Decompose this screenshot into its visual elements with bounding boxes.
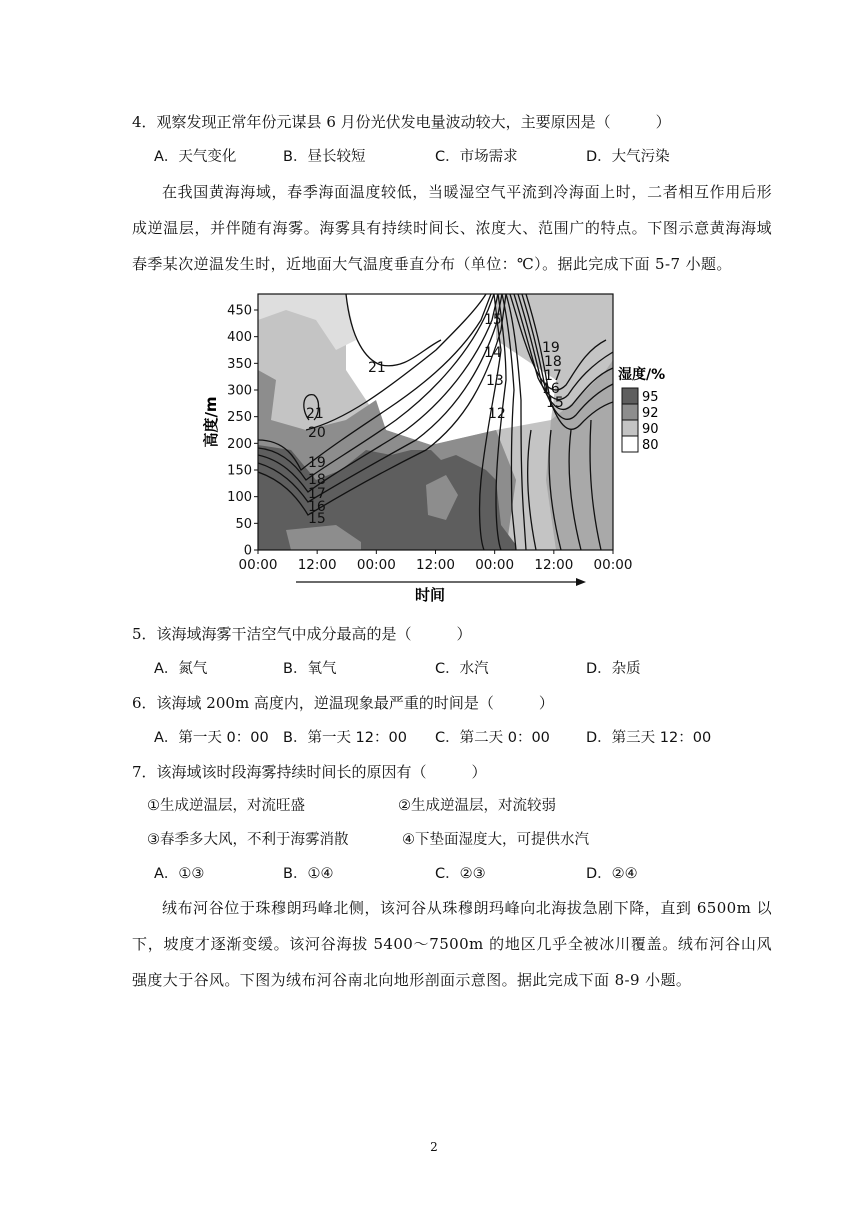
legend-swatch xyxy=(622,388,638,404)
contour-label: 21 xyxy=(306,406,324,422)
passage-rongbuk-valley: 绒布河谷位于珠穆朗玛峰北侧，该河谷从珠穆朗玛峰向北海拔急剧下降，直到 6500m 以下，坡度才逐渐变缓。该河谷海拔 5400～7500m 的地区几乎全被冰川覆盖。绒布河谷山风强度大于谷风。下图为绒布河谷南北向地形剖面示意图。据此完成下面 8-9 小题。 xyxy=(132,899,772,989)
passage-yellow-sea: 在我国黄海海域，春季海面温度较低，当暖湿空气平流到冷海面上时，二者相互作用后形成逆温层，并伴随有海雾。海雾具有持续时间长、浓度大、范围广的特点。下图示意黄海海域春季某次逆温发生时，近地面大气温度垂直分布（单位：℃）。据此完成下面 5-7 小题。 xyxy=(132,183,772,273)
y-tick-label: 300 xyxy=(227,383,252,399)
legend-title: 湿度/% xyxy=(618,367,666,383)
x-tick-label: 00:00 xyxy=(356,557,396,573)
legend-swatch xyxy=(622,420,638,436)
q5-option-c: C．水汽 xyxy=(435,661,489,677)
q7-item-1: ①生成逆温层，对流旺盛 xyxy=(147,798,305,814)
q5-stem: 5．该海域海雾干洁空气中成分最高的是（ ） xyxy=(132,625,472,643)
x-tick-label: 00:00 xyxy=(593,557,633,573)
q7-option-c: C．②③ xyxy=(435,866,486,882)
q4-option-c: C．市场需求 xyxy=(435,149,518,165)
contour-label: 18 xyxy=(544,354,562,370)
contour-label: 18 xyxy=(308,472,326,488)
x-tick-label: 00:00 xyxy=(475,557,515,573)
q6-option-d: D．第三天 12：00 xyxy=(586,730,712,746)
contour-label: 15 xyxy=(308,511,326,527)
q7-option-a: A．①③ xyxy=(154,866,205,882)
contour-label: 13 xyxy=(486,373,504,389)
contour-label: 16 xyxy=(308,499,326,515)
x-tick-label: 12:00 xyxy=(534,557,574,573)
legend-label: 92 xyxy=(642,406,659,421)
legend-swatch xyxy=(622,404,638,420)
q6-option-a: A．第一天 0：00 xyxy=(154,730,269,746)
contour-label: 17 xyxy=(308,486,326,502)
arrow-head-icon xyxy=(576,578,586,586)
legend-swatch xyxy=(622,436,638,452)
contour-label: 14 xyxy=(484,345,502,361)
page-number: 2 xyxy=(430,1140,438,1154)
x-tick-label: 12:00 xyxy=(416,557,455,573)
y-tick-label: 200 xyxy=(227,436,252,452)
q7-item-4: ④下垫面湿度大，可提供水汽 xyxy=(402,832,589,848)
y-tick-label: 250 xyxy=(227,410,252,426)
y-tick-label: 0 xyxy=(243,543,252,559)
q7-item-2: ②生成逆温层，对流较弱 xyxy=(398,798,556,814)
x-axis-label: 时间 xyxy=(414,586,446,604)
y-tick-label: 150 xyxy=(227,463,252,479)
q4-option-a: A．天气变化 xyxy=(154,149,237,165)
q6-option-b: B．第一天 12：00 xyxy=(283,730,407,746)
y-tick-label: 50 xyxy=(235,516,252,532)
x-axis-ticks xyxy=(239,550,633,573)
contour-label: 19 xyxy=(542,340,560,356)
humidity-legend xyxy=(622,388,659,453)
contour-label: 16 xyxy=(542,381,560,397)
contour-label: 17 xyxy=(544,368,562,384)
q7-option-d: D．②④ xyxy=(586,866,638,882)
q4-option-b: B．昼长较短 xyxy=(283,149,366,165)
legend-label: 95 xyxy=(642,390,659,405)
x-tick-label: 00:00 xyxy=(238,557,278,573)
q7-item-3: ③春季多大风，不利于海雾消散 xyxy=(147,832,349,848)
y-tick-label: 350 xyxy=(227,356,252,372)
q5-option-d: D．杂质 xyxy=(586,661,641,677)
y-axis-ticks xyxy=(227,304,258,559)
q6-option-c: C．第二天 0：00 xyxy=(435,730,550,746)
y-axis-label: 高度/m xyxy=(202,396,220,448)
contour-label: 20 xyxy=(308,425,326,441)
q6-stem: 6．该海域 200m 高度内，逆温现象最严重的时间是（ ） xyxy=(132,694,554,712)
legend-label: 90 xyxy=(642,422,659,437)
contour-label: 19 xyxy=(308,455,326,471)
q7-option-b: B．①④ xyxy=(283,866,334,882)
legend-label: 80 xyxy=(642,438,659,453)
contour-label: 15 xyxy=(546,395,564,411)
q7-stem: 7．该海域该时段海雾持续时间长的原因有（ ） xyxy=(132,763,487,781)
y-tick-label: 400 xyxy=(227,330,252,346)
q4-stem: 4．观察发现正常年份元谋县 6 月份光伏发电量波动较大，主要原因是（ ） xyxy=(132,113,671,131)
q4-option-d: D．大气污染 xyxy=(586,149,670,165)
q5-option-a: A．氮气 xyxy=(154,661,208,677)
inversion-contour-chart xyxy=(196,280,666,610)
y-tick-label: 100 xyxy=(227,490,252,506)
x-tick-label: 12:00 xyxy=(297,557,337,573)
contour-label: 15 xyxy=(484,312,502,328)
y-tick-label: 450 xyxy=(227,303,252,319)
contour-label: 21 xyxy=(368,360,386,376)
contour-label: 12 xyxy=(488,406,506,422)
q5-option-b: B．氧气 xyxy=(283,661,337,677)
